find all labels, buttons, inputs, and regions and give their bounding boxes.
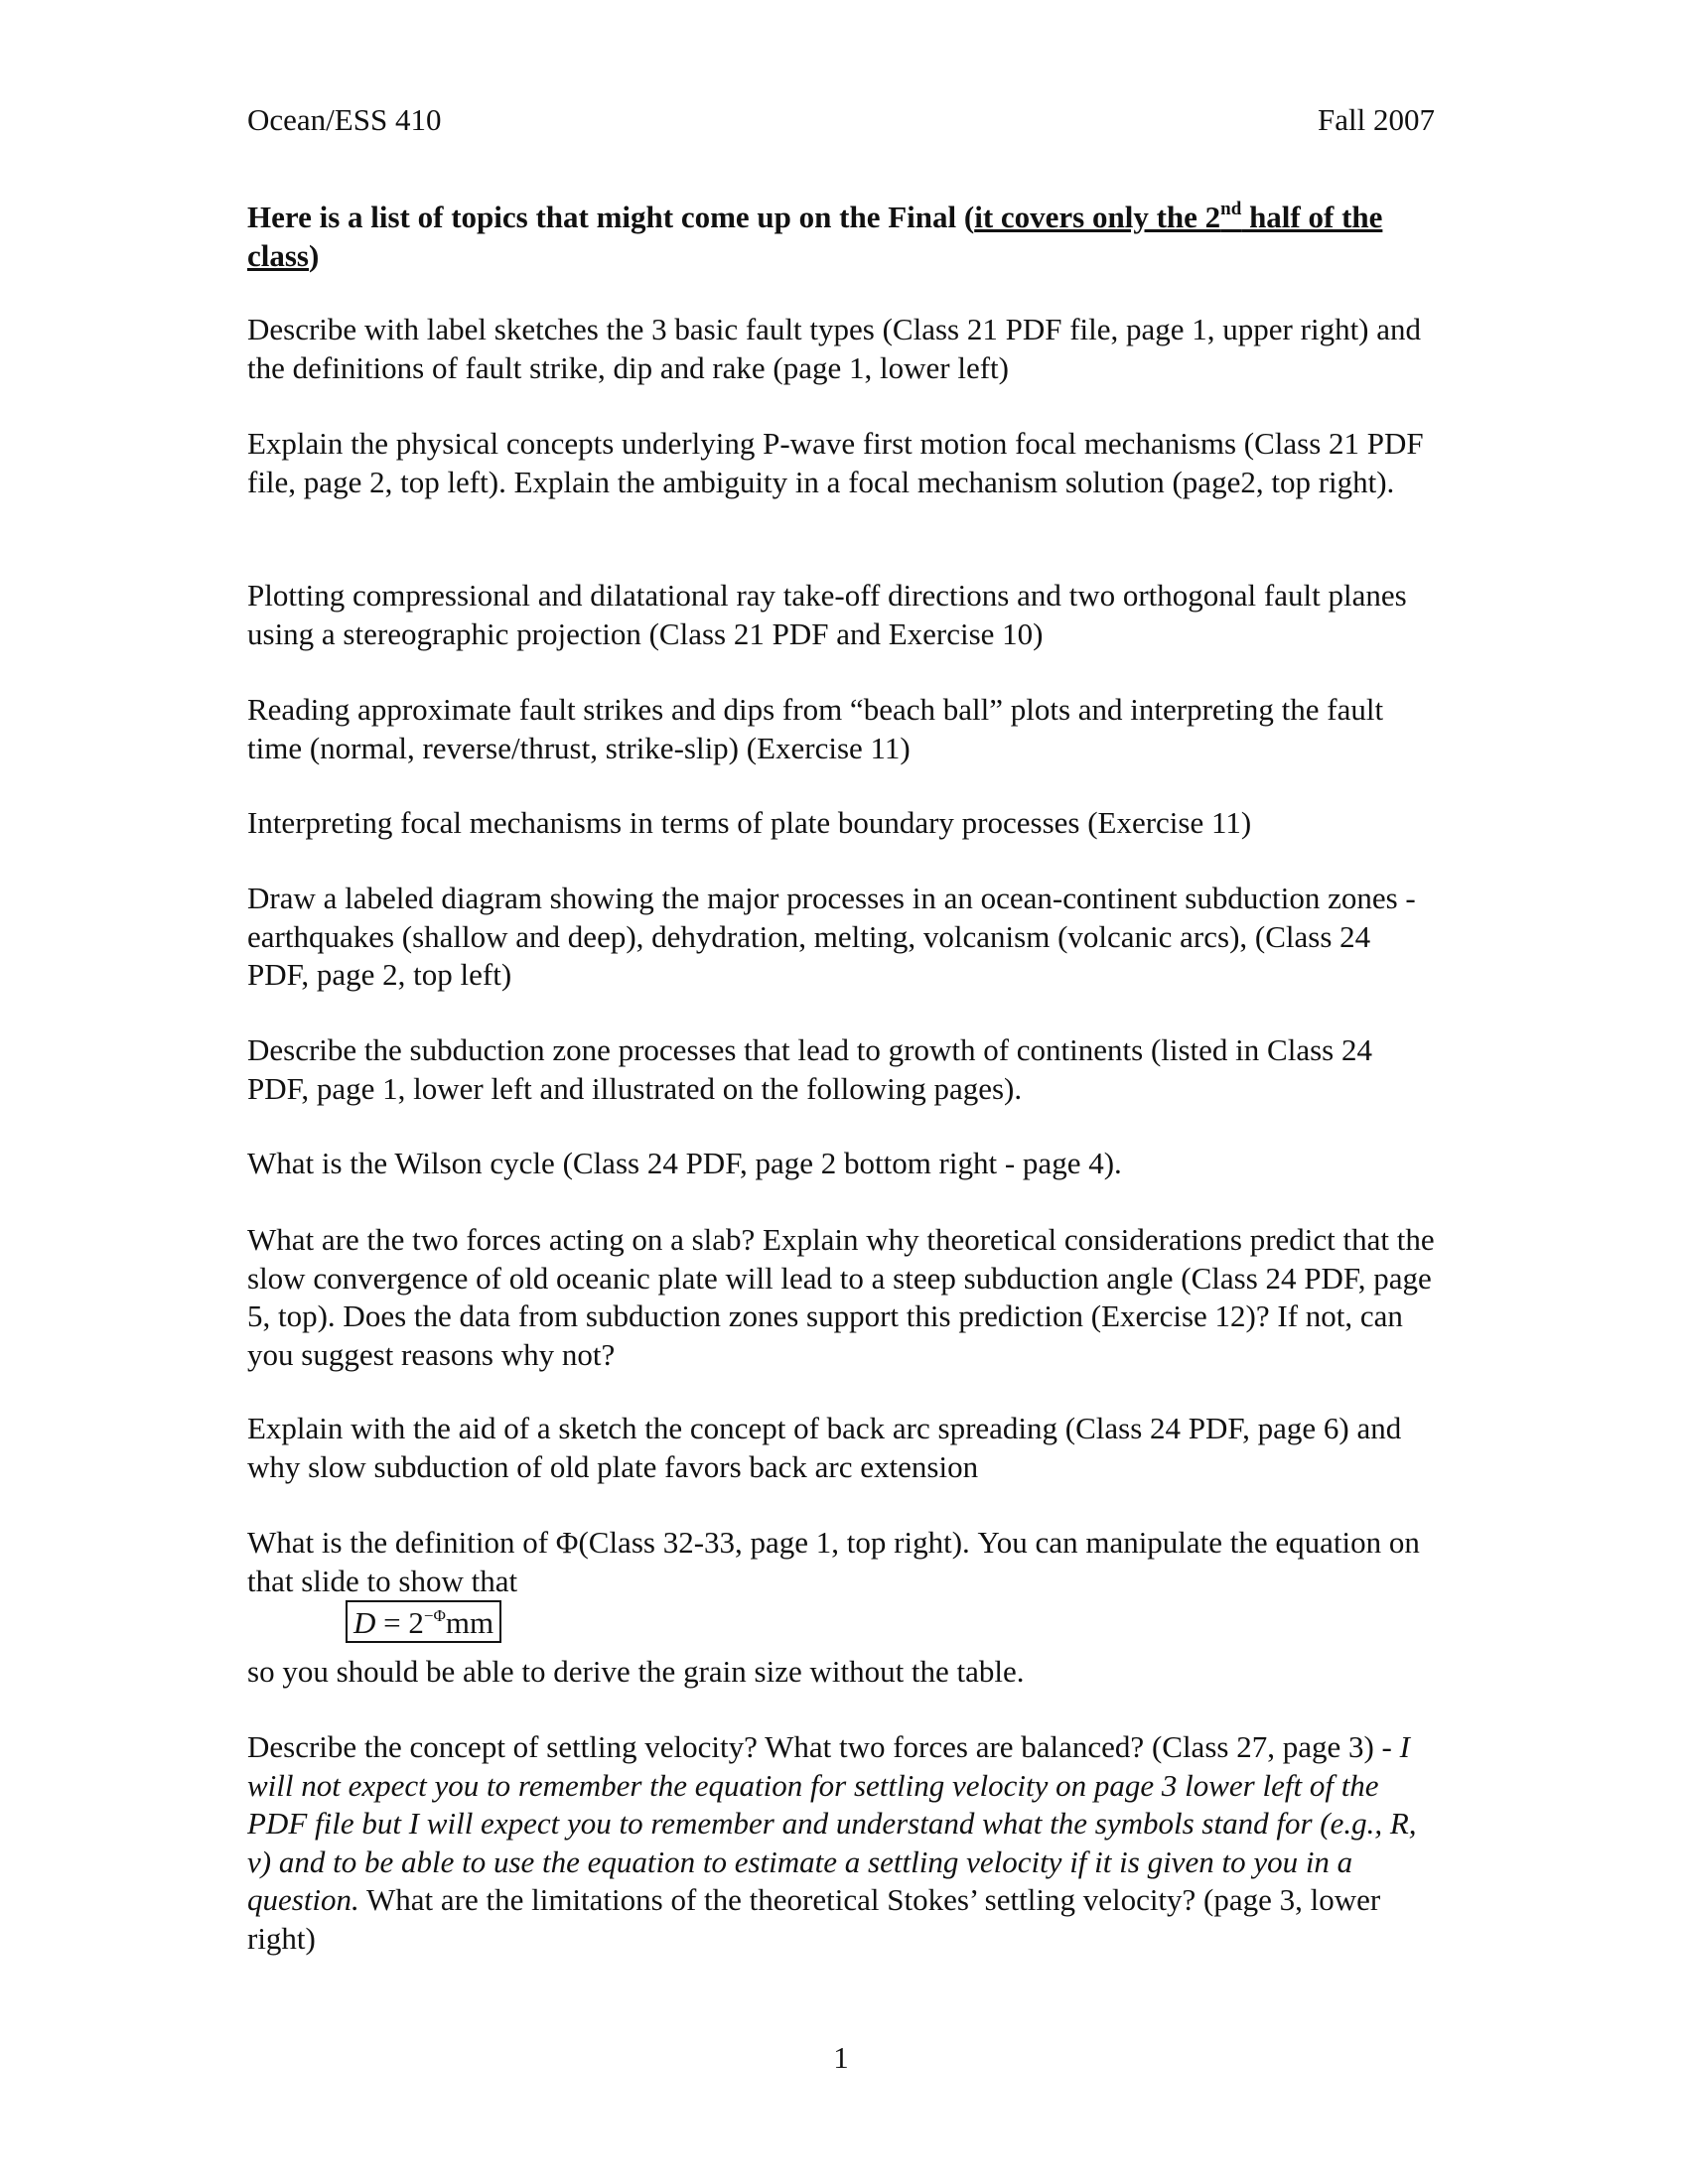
topic-continent-growth: Describe the subduction zone processes that lead to growth of continents (listed in Class 24 PDF, page 1, lower left and illustrated on the following pages). xyxy=(247,1032,1372,1106)
topic-slab-forces: What are the two forces acting on a slab? Explain why theoretical considerations predict that the slow convergence of old oceanic plate will lead to a steep subduction angle (Class 24 PDF, page 5, top). Does the data from subduction zones support this prediction (Exercise 12)? If not, can you suggest reasons why not? xyxy=(247,1222,1435,1372)
topic-beach-ball-plots: Reading approximate fault strikes and dips from “beach ball” plots and interpreting the fault time (normal, reverse/thrust, strike-slip) (Exercise 11) xyxy=(247,692,1384,765)
intro-underlined-part-1: it covers only the 2 xyxy=(974,200,1221,234)
topic-wilson-cycle: What is the Wilson cycle (Class 24 PDF, page 2 bottom right - page 4). xyxy=(247,1146,1122,1180)
document-page xyxy=(247,0,1435,2184)
topic-back-arc-spreading: Explain with the aid of a sketch the concept of back arc spreading (Class 24 PDF, page 6) and why slow subduction of old plate favors back arc extension xyxy=(247,1411,1402,1484)
grain-size-equation xyxy=(346,1600,501,1643)
equation-base: = 2 xyxy=(375,1605,424,1640)
topic-stereographic-projection: Plotting compressional and dilatational ray take-off directions and two orthogonal fault planes using a stereographic projection (Class 21 PDF and Exercise 10) xyxy=(247,578,1407,651)
term-header: Fall 2007 xyxy=(1318,102,1435,137)
settling-question: Describe the concept of settling velocity? What two forces are balanced? (Class 27, page 3) - xyxy=(247,1729,1400,1764)
intro-heading xyxy=(247,199,1435,275)
topic-plate-boundary: Interpreting focal mechanisms in terms of plate boundary processes (Exercise 11) xyxy=(247,805,1252,840)
topic-phi-definition: What is the definition of Φ(Class 32-33, page 1, top right). You can manipulate the equation on that slide to show that xyxy=(247,1525,1420,1598)
intro-superscript: nd xyxy=(1220,199,1242,219)
topic-subduction-diagram: Draw a labeled diagram showing the major processes in an ocean-continent subduction zones - earthquakes (shallow and deep), dehydration, melting, volcanism (volcanic arcs), (Class 24 PDF, page 2, top left) xyxy=(247,881,1416,992)
page-number: 1 xyxy=(833,2040,849,2075)
intro-close: ) xyxy=(309,237,320,273)
topic-fault-types: Describe with label sketches the 3 basic fault types (Class 21 PDF file, page 1, upper right) and the definitions of fault strike, dip and rake (page 1, lower left) xyxy=(247,312,1422,385)
topic-phi-followup: so you should be able to derive the grain size without the table. xyxy=(247,1654,1025,1689)
equation-lhs: D xyxy=(353,1605,376,1640)
intro-lead: Here is a list of topics that might come up on the Final ( xyxy=(247,200,975,234)
topic-focal-mechanisms: Explain the physical concepts underlying P-wave first motion focal mechanisms (Class 21 PDF file, page 2, top left). Explain the ambiguity in a focal mechanism solution (page2, top right). xyxy=(247,426,1424,499)
topic-settling-velocity xyxy=(247,1728,1435,1958)
settling-italic-note: I will not expect you to remember the equation for settling velocity on page 3 lower left of the PDF file but I will expect you to remember and understand what the symbols stand for (e.g., R, ν) and to be able to use the equation to estimate a settling velocity if it is given to you in a question. xyxy=(247,1729,1417,1917)
course-header: Ocean/ESS 410 xyxy=(247,102,442,137)
equation-exponent: −Φ xyxy=(423,1606,446,1625)
equation-unit: mm xyxy=(445,1605,494,1640)
intro-underlined-part-2: half of the class xyxy=(247,200,1383,273)
settling-limitations: What are the limitations of the theoretical Stokes’ settling velocity? (page 3, lower right) xyxy=(247,1882,1381,1956)
